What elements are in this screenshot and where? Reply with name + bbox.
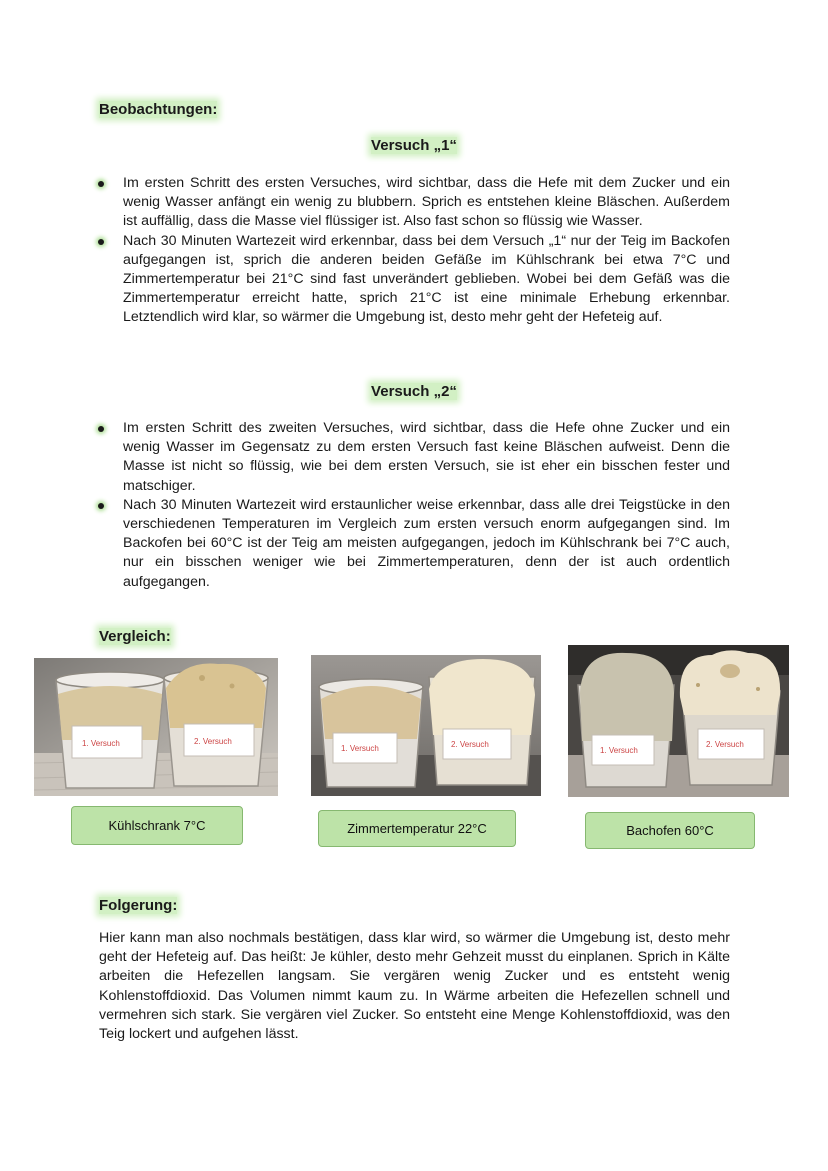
conclusion-heading xyxy=(99,897,177,915)
caption-room-text: Zimmertemperatur 22°C xyxy=(347,821,487,836)
experiment1-title xyxy=(0,137,828,155)
conclusion-paragraph: Hier kann man also nochmals bestätigen, dass klar wird, so wärmer die Umgebung ist, desto mehr geht der Hefeteig auf. Das heißt: Je kühler, desto mehr Gehzeit musst du einplanen. Sprich in Kälte arbeiten die Hefezellen langsam. Sie vergären wenig Zucker und es entsteht wenig Kohlenstoffdioxid. Das Volumen nimmt kaum zu. In Wärme arbeiten die Hefezellen schnell und vermehren sich stark. Sie vergären viel Zucker. So entsteht eine Menge Kohlenstoffdioxid, was den Teig lockert und aufgehen lässt. xyxy=(99,930,730,1043)
photo-oven xyxy=(568,645,789,797)
room-dough-photo xyxy=(311,655,541,796)
list-item xyxy=(96,496,730,592)
caption-room xyxy=(318,810,516,847)
oven-dough-photo xyxy=(568,645,789,797)
fridge-dough-photo xyxy=(34,658,278,796)
experiment1-title-text: Versuch „1“ xyxy=(371,137,457,154)
list-item xyxy=(96,232,730,328)
comparison-heading xyxy=(99,628,171,646)
caption-fridge xyxy=(71,806,243,845)
svg-text:1. Versuch: 1. Versuch xyxy=(82,739,120,748)
bullet-icon xyxy=(98,426,104,432)
comparison-heading-text: Vergleich: xyxy=(99,628,171,645)
conclusion-heading-text: Folgerung: xyxy=(99,897,178,914)
svg-text:1. Versuch: 1. Versuch xyxy=(600,746,638,755)
svg-text:2. Versuch: 2. Versuch xyxy=(194,737,232,746)
experiment2-title xyxy=(0,383,828,401)
observations-heading xyxy=(99,101,217,119)
svg-text:2. Versuch: 2. Versuch xyxy=(451,740,489,749)
photo-fridge xyxy=(34,658,278,796)
list-item-text: Im ersten Schritt des zweiten Versuches, wird sichtbar, dass die Hefe ohne Zucker und ein wenig Wasser im Gegensatz zu dem ersten Versuch fast keine Bläschen aufweist. Denn die Masse ist nicht so flüssig, wie bei dem ersten Versuch, sie ist eher ein bisschen fester und matschiger. xyxy=(123,420,730,494)
list-item-text: Nach 30 Minuten Wartezeit wird erkennbar, dass bei dem Versuch „1“ nur der Teig im Backofen aufgegangen ist, sprich die anderen beiden Gefäße im Kühlschrank bei etwa 7°C und Zimmertemperatur bei 21°C sind fast unverändert geblieben. Wobei bei dem Gefäß was die Zimmertemperatur erreicht hatte, sprich 21°C ist eine minimale Erhebung erkennbar. Letztendlich wird klar, so wärmer die Umgebung ist, desto mehr geht der Hefeteig auf. xyxy=(123,232,730,326)
list-item-text: Im ersten Schritt des ersten Versuches, wird sichtbar, dass die Hefe mit dem Zucker und ein wenig Wasser anfängt ein wenig zu blubbern. Sprich es entstehen kleine Bläschen. Außerdem ist auffällig, dass die Masse viel flüssiger ist. Also fast schon so flüssig wie Wasser. xyxy=(123,175,730,230)
svg-text:2. Versuch: 2. Versuch xyxy=(706,740,744,749)
caption-fridge-text: Kühlschrank 7°C xyxy=(108,818,206,833)
list-item xyxy=(96,174,730,232)
list-item-text: Nach 30 Minuten Wartezeit wird erstaunlicher weise erkennbar, dass alle drei Teigstücke in den verschiedenen Temperaturen im Vergleich zum ersten versuch enorm aufgegangen sind. Im Backofen bei 60°C ist der Teig am meisten aufgegangen, jedoch im Kühlschrank bei 7°C auch, nur ein bisschen weniger wie bei Zimmertemperaturen, denn der ist auch ordentlich aufgegangen. xyxy=(123,496,730,590)
list-item xyxy=(96,419,730,496)
bullet-icon xyxy=(98,181,104,187)
experiment1-bullet-list xyxy=(96,174,730,328)
bullet-icon xyxy=(98,503,104,509)
experiment2-bullet-list xyxy=(96,419,730,592)
svg-text:1. Versuch: 1. Versuch xyxy=(341,744,379,753)
caption-oven-text: Bachofen 60°C xyxy=(626,823,714,838)
photo-room xyxy=(311,655,541,796)
bullet-icon xyxy=(98,239,104,245)
observations-heading-text: Beobachtungen: xyxy=(99,101,218,118)
caption-oven xyxy=(585,812,755,849)
experiment2-title-text: Versuch „2“ xyxy=(371,383,457,400)
